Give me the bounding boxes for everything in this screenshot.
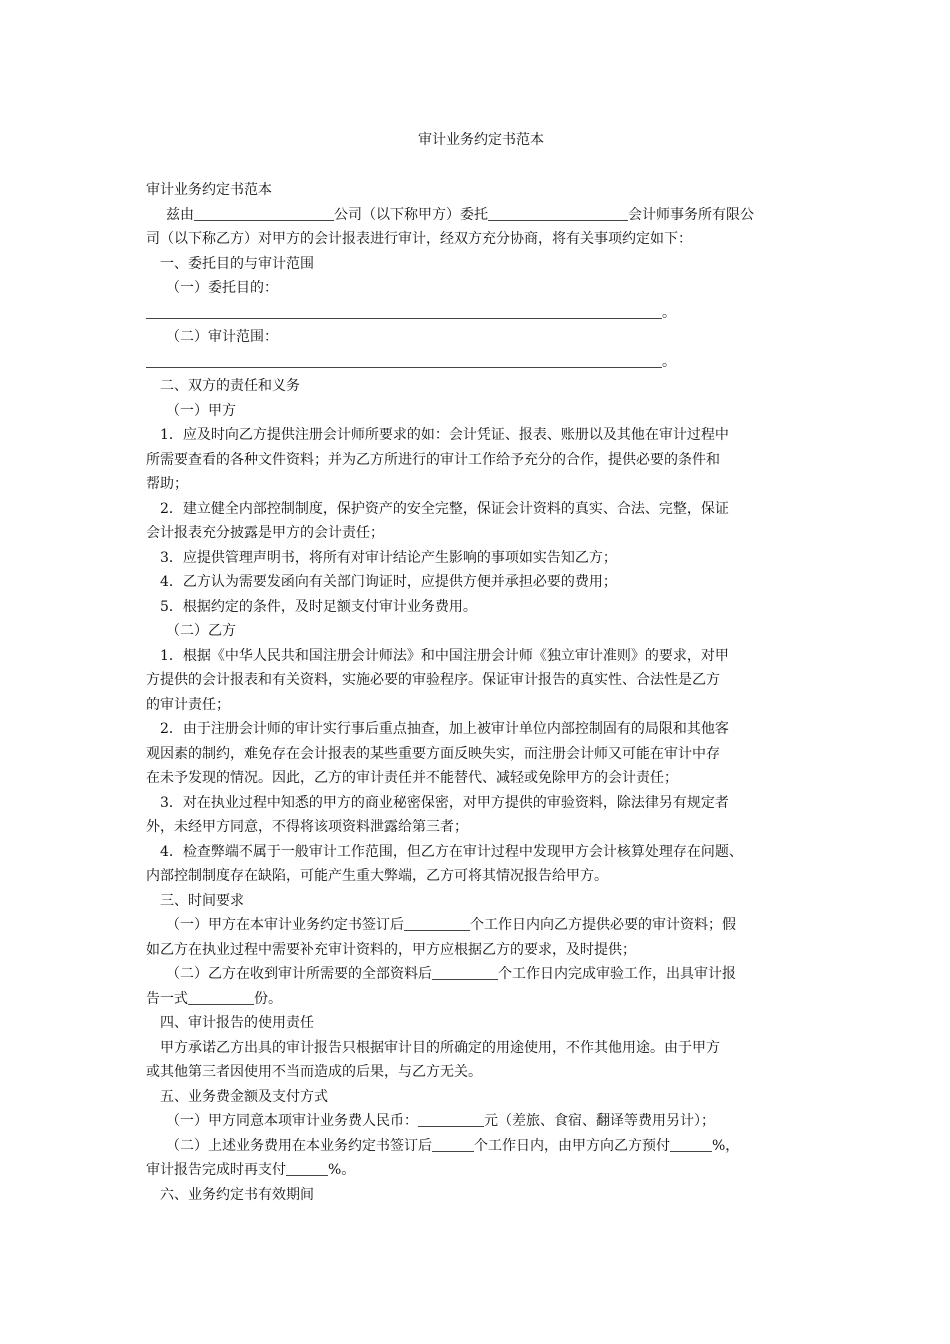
blank-days-complete [432,965,498,980]
b1-line-3: 的审计责任； [146,696,230,713]
fee-line-3: 审计报告完成时再支付 %。 [146,1162,356,1178]
section-4-heading: 四、审计报告的使用责任 [160,1015,314,1031]
a3-line: 3．应提供管理声明书，将所有对审计结论产生影响的事项如实告知乙方； [160,549,617,566]
t1-line-1: （一）甲方在本审计业务约定书签订后 个工作日内向乙方提供必要的审计资料；假 [166,917,736,933]
section-2-heading: 二、双方的责任和义务 [160,378,300,394]
b2-line-1: 2．由于注册会计师的审计实行事后重点抽查，加上被审计单位内部控制固有的局限和其他客 [160,721,729,737]
blank-client-name [194,206,334,221]
scope-blank-line: 。 [146,350,816,375]
subtitle: 审计业务约定书范本 [146,182,272,198]
b1-line-1: 1．根据《中华人民共和国注册会计师法》和中国注册会计师《独立审计准则》的要求，对甲 [160,647,729,664]
b1-line-2: 方提供的会计报表和有关资料，实施必要的审验程序。保证审计报告的真实性、合法性是乙方 [146,672,720,688]
intro-line-2: 司（以下称乙方）对甲方的会计报表进行审计，经双方充分协商，将有关事项约定如下： [146,231,692,247]
blank-days-provide [404,916,470,931]
section-5-heading: 五、业务费金额及支付方式 [160,1088,328,1105]
section-1-heading: 一、委托目的与审计范围 [160,255,314,272]
t2-line-1: （二）乙方在收到审计所需要的全部资料后 个工作日内完成审验工作，出具审计报 [166,966,736,982]
a1-line-3: 帮助； [146,476,188,492]
blank-firm-name [488,206,628,221]
intro-line-1: 兹由 公司（以下称甲方）委托 会计师事务所有限公 [166,206,754,223]
b2-line-3: 在未予发现的情况。因此，乙方的审计责任并不能替代、减轻或免除甲方的会计责任； [146,770,678,786]
blank-copies [188,990,254,1005]
party-b-heading: （二）乙方 [166,623,236,639]
fee-line-2: （二）上述业务费用在本业务约定书签订后 个工作日内，由甲方向乙方预付 %， [166,1137,740,1154]
blank-prepay-percent [670,1137,712,1152]
b4-line-1: 4．检查弊端不属于一般审计工作范围，但乙方在审计过程中发现甲方会计核算处理存在问题、 [160,843,743,860]
a2-line-1: 2．建立健全内部控制制度，保护资产的安全完整，保证会计资料的真实、合法、完整，保证 [160,500,729,517]
section-3-heading: 三、时间要求 [160,892,244,909]
b2-line-2: 观因素的制约，难免存在会计报表的某些重要方面反映失实，而注册会计师又可能在审计中存 [146,745,720,762]
purpose-label: （一）委托目的： [166,280,278,296]
t1-line-2: 如乙方在执业过程中需要补充审计资料的，甲方应根据乙方的要求，及时提供； [146,941,636,958]
b3-line-2: 外，未经甲方同意，不得将该项资料泄露给第三者； [146,819,468,835]
blank-final-percent [286,1161,328,1176]
purpose-blank-line: 。 [146,301,816,326]
blank-fee-amount [418,1112,484,1127]
blank-purpose [146,304,662,319]
a1-line-1: 1．应及时向乙方提供注册会计师所要求的如：会计凭证、报表、账册以及其他在审计过程中 [160,427,729,443]
party-a-heading: （一）甲方 [166,402,236,419]
a4-line: 4．乙方认为需要发函向有关部门询证时，应提供方便并承担必要的费用； [160,574,617,590]
usage-line-1: 甲方承诺乙方出具的审计报告只根据审计目的所确定的用途使用，不作其他用途。由于甲方 [160,1039,720,1056]
a2-line-2: 会计报表充分披露是甲方的会计责任； [146,525,384,541]
b3-line-1: 3．对在执业过程中知悉的甲方的商业秘密保密，对甲方提供的审验资料，除法律另有规定者 [160,794,729,811]
section-6-heading: 六、业务约定书有效期间 [160,1186,314,1203]
t2-line-2: 告一式 份。 [146,990,282,1007]
document-body [146,178,816,1207]
scope-label: （二）审计范围： [166,329,278,345]
blank-days-prepay [432,1137,474,1152]
document-title: 审计业务约定书范本 [418,132,544,148]
a1-line-2: 所需要查看的各种文件资料；并为乙方所进行的审计工作给予充分的合作，提供必要的条件和 [146,451,720,468]
usage-line-2: 或其他第三者因使用不当而造成的后果，与乙方无关。 [146,1064,482,1080]
a5-line: 5．根据约定的条件，及时足额支付审计业务费用。 [160,598,477,615]
b4-line-2: 内部控制制度存在缺陷，可能产生重大弊端，乙方可将其情况报告给甲方。 [146,868,608,884]
blank-scope [146,353,662,368]
fee-line-1: （一）甲方同意本项审计业务费人民币： 元（差旅、食宿、翻译等费用另计）； [166,1113,715,1129]
